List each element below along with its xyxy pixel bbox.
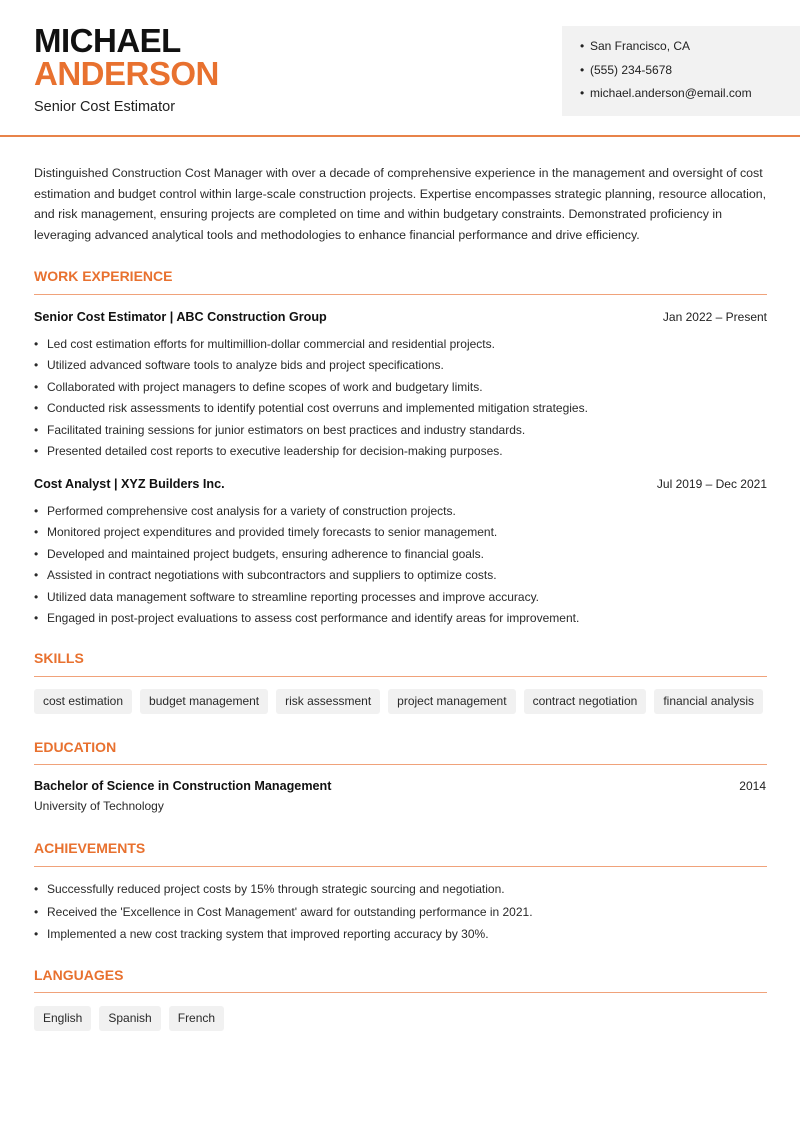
job-role: Cost Analyst | XYZ Builders Inc.	[34, 477, 225, 491]
skill-tag: risk assessment	[276, 689, 380, 714]
contact-location: • San Francisco, CA	[580, 39, 691, 53]
skills-list	[34, 689, 763, 714]
list-item: • Assisted in contract negotiations with subcontractors and suppliers to optimize costs.	[34, 568, 497, 583]
job-bullets	[34, 336, 767, 464]
bullet-icon: •	[580, 62, 585, 77]
language-tag: French	[169, 1006, 224, 1031]
list-item: • Engaged in post-project evaluations to assess cost performance and identify areas for improvement.	[34, 610, 580, 625]
list-item: • Monitored project expenditures and provided timely forecasts to senior management.	[34, 525, 498, 540]
section-title-education: EDUCATION	[34, 739, 117, 755]
education-school: University of Technology	[34, 799, 164, 813]
job-title: Senior Cost Estimator	[34, 99, 176, 115]
list-item: • Performed comprehensive cost analysis for a variety of construction projects.	[34, 504, 456, 518]
skill-tag: financial analysis	[654, 689, 763, 714]
section-divider	[34, 992, 767, 993]
languages-list	[34, 1006, 224, 1031]
list-item: • Led cost estimation efforts for multimillion-dollar commercial and residential projects.	[34, 337, 495, 351]
bullet-icon: •	[580, 39, 585, 53]
education-year: 2014	[739, 779, 766, 793]
skill-tag: budget management	[140, 689, 268, 714]
section-divider	[34, 294, 767, 295]
skill-tag: project management	[388, 689, 515, 714]
language-tag: Spanish	[99, 1006, 160, 1031]
section-title-achievements: ACHIEVEMENTS	[34, 840, 146, 856]
job-dates: Jul 2019 – Dec 2021	[656, 477, 767, 491]
achievements-list	[34, 881, 767, 949]
contact-phone: • (555) 234-5678	[580, 62, 673, 77]
language-tag: English	[34, 1006, 91, 1031]
section-title-languages: LANGUAGES	[34, 967, 124, 983]
contact-email: • michael.anderson@email.com	[580, 86, 752, 100]
list-item: • Facilitated training sessions for junior estimators on best practices and industry standards.	[34, 422, 526, 437]
section-title-skills: SKILLS	[34, 650, 84, 666]
list-item: • Implemented a new cost tracking system that improved reporting accuracy by 30%.	[34, 927, 489, 942]
section-divider	[34, 764, 767, 765]
list-item: • Conducted risk assessments to identify potential cost overruns and implemented mitigation strategies.	[34, 401, 588, 416]
section-title-work: WORK EXPERIENCE	[34, 268, 173, 284]
list-item: • Successfully reduced project costs by 15% through strategic sourcing and negotiation.	[34, 882, 505, 896]
first-name: MICHAEL	[34, 22, 181, 59]
list-item: • Presented detailed cost reports to executive leadership for decision-making purposes.	[34, 443, 503, 458]
summary: Distinguished Construction Cost Manager with over a decade of comprehensive experience in the management and oversight of cost estimation and budget control within large-scale construction projects. Expertise encompasses strategic planning, resource allocation, and risk management, ensuring projects are completed on time and within budgetary constraints. Demonstrated proficiency in leveraging advanced analytical tools and methodologies to enhance financial performance and drive efficiency.	[34, 166, 767, 242]
list-item: • Received the 'Excellence in Cost Management' award for outstanding performance in 2021.	[34, 904, 533, 919]
resume-header	[0, 0, 800, 137]
section-divider	[34, 866, 767, 867]
education-degree: Bachelor of Science in Construction Management	[34, 779, 332, 793]
section-divider	[34, 676, 767, 677]
list-item: • Utilized data management software to streamline reporting processes and improve accuracy.	[34, 589, 540, 604]
bullet-icon: •	[580, 86, 585, 100]
job-bullets	[34, 503, 767, 631]
skill-tag: cost estimation	[34, 689, 132, 714]
job-role: Senior Cost Estimator | ABC Construction Group	[34, 310, 327, 324]
skill-tag: contract negotiation	[524, 689, 647, 714]
job-dates: Jan 2022 – Present	[662, 310, 767, 324]
list-item: • Utilized advanced software tools to analyze bids and project specifications.	[34, 358, 444, 373]
job-header	[34, 477, 767, 491]
list-item: • Collaborated with project managers to define scopes of work and budgetary limits.	[34, 379, 483, 394]
job-header	[34, 310, 767, 324]
list-item: • Developed and maintained project budgets, ensuring adherence to financial goals.	[34, 546, 484, 561]
last-name: ANDERSON	[34, 55, 219, 92]
contact-box	[562, 26, 800, 116]
